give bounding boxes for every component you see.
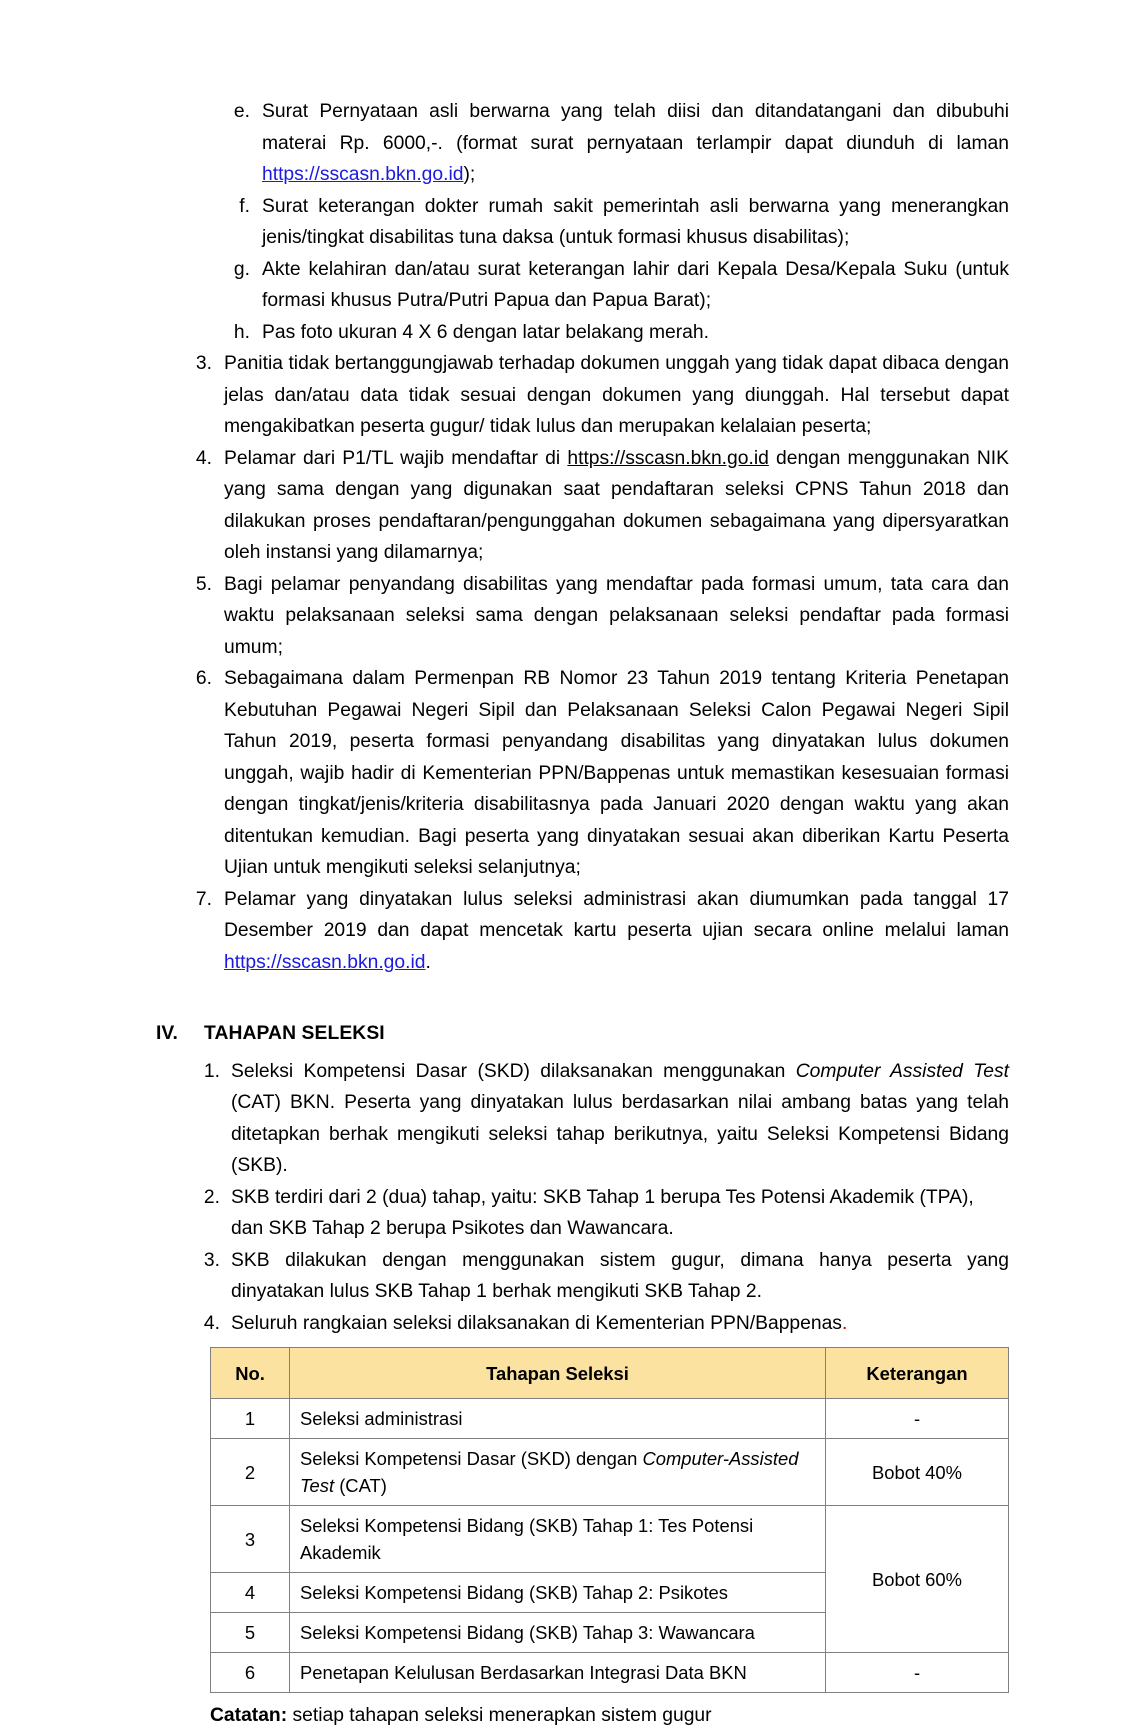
- table-footnote: [0, 1700, 1131, 1732]
- table-cell-no: 2: [211, 1439, 290, 1506]
- numbered-list-marker: 7.: [195, 888, 212, 910]
- table-cell-tahapan: [290, 1653, 826, 1693]
- text-run: Surat Pernyataan asli berwarna yang telah diisi dan ditandatangani dan dibubuhi materai Rp. 6000,-. (format surat pernyataan terlampir dapat diunduh di laman: [262, 101, 1009, 154]
- numbered-list-text: [224, 663, 1009, 884]
- text-run: Seleksi Kompetensi Dasar (SKD) dilaksanakan menggunakan: [231, 1060, 796, 1082]
- table-cell-no: 1: [211, 1399, 290, 1439]
- page-content: [0, 96, 1131, 1732]
- numbered-list-text: [224, 348, 1009, 443]
- text-run: Seleksi Kompetensi Bidang (SKB) Tahap 3: Wawancara: [300, 1622, 755, 1643]
- section-list-item: [0, 1245, 1131, 1308]
- numbered-list-marker: 5.: [195, 573, 212, 595]
- lettered-list-marker: f.: [239, 195, 250, 217]
- lettered-list-text: [262, 254, 1009, 317]
- table-header-tahapan-seleksi: Tahapan Seleksi: [290, 1348, 826, 1399]
- tahapan-seleksi-table: [210, 1347, 1009, 1693]
- lettered-list-item: [0, 254, 1131, 317]
- text-run: Sebagaimana dalam Permenpan RB Nomor 23 Tahun 2019 tentang Kriteria Penetapan Kebutuhan Pegawai Negeri Sipil dan Pelaksanaan Seleksi Calon Pegawai Negeri Sipil Tahun 2019, peserta formasi penyandang disabilitas yang dinyatakan lulus dokumen unggah, wajib hadir di Kementerian PPN/Bappenas untuk memastikan kesesuaian formasi dengan tingkat/jenis/kriteria disabilitasnya pada Januari 2020 dengan waktu yang akan ditentukan kemudian. Bagi peserta yang dinyatakan sesuai akan diberikan Kartu Peserta Ujian untuk mengikuti seleksi selanjutnya;: [224, 668, 1009, 878]
- lettered-list-marker: e.: [233, 101, 250, 122]
- table-cell-keterangan: -: [826, 1653, 1009, 1693]
- table-row: [211, 1506, 1009, 1573]
- numbered-list: [0, 348, 1131, 978]
- table-cell-no: 5: [211, 1613, 290, 1653]
- table-cell-keterangan: Bobot 40%: [826, 1439, 1009, 1506]
- text-run: Surat keterangan dokter rumah sakit pemerintah asli berwarna yang menerangkan jenis/tingkat disabilitas tuna daksa (untuk formasi khusus disabilitas);: [262, 195, 1009, 248]
- table-cell-tahapan: [290, 1506, 826, 1573]
- section-list-marker: 1.: [203, 1060, 220, 1082]
- emphasis-text: Computer Assisted Test: [795, 1060, 1009, 1082]
- table-cell-tahapan: [290, 1439, 826, 1506]
- text-run: SKB dilakukan dengan menggunakan sistem gugur, dimana hanya peserta yang dinyatakan lulus SKB Tahap 1 berhak mengikuti SKB Tahap 2.: [231, 1249, 1009, 1302]
- external-link[interactable]: https://sscasn.bkn.go.id: [567, 447, 769, 469]
- lettered-list-item: [0, 317, 1131, 349]
- text-run: Pas foto ukuran 4 X 6 dengan latar belakang merah.: [262, 321, 709, 343]
- section-list-text: [231, 1182, 1009, 1245]
- external-link[interactable]: https://sscasn.bkn.go.id: [262, 164, 464, 185]
- lettered-list-text: [262, 191, 1009, 254]
- table-header-row: [211, 1348, 1009, 1399]
- table-header-no: No.: [211, 1348, 290, 1399]
- text-run: Penetapan Kelulusan Berdasarkan Integrasi Data BKN: [300, 1662, 747, 1683]
- section-item-list: [0, 1056, 1131, 1340]
- table-body: [211, 1399, 1009, 1693]
- section-list-marker: 2.: [203, 1186, 220, 1208]
- text-run: (CAT): [334, 1475, 387, 1496]
- external-link[interactable]: https://sscasn.bkn.go.id: [224, 951, 426, 973]
- table-cell-tahapan: [290, 1573, 826, 1613]
- text-run: Seleksi Kompetensi Bidang (SKB) Tahap 1: Tes Potensi Akademik: [300, 1515, 754, 1563]
- emphasis-text: Computer-Assisted Test: [300, 1448, 799, 1496]
- numbered-list-marker: 6.: [195, 668, 212, 689]
- table-row: [211, 1653, 1009, 1693]
- text-run: Bagi pelamar penyandang disabilitas yang mendaftar pada formasi umum, tata cara dan waktu pelaksanaan seleksi sama dengan pelaksanaan seleksi pendaftar pada formasi umum;: [224, 573, 1009, 658]
- text-run: Seleksi Kompetensi Bidang (SKB) Tahap 2: Psikotes: [300, 1582, 728, 1603]
- section-list-text: [231, 1308, 1009, 1340]
- section-list-item: [0, 1056, 1131, 1182]
- table-header-keterangan: Keterangan: [826, 1348, 1009, 1399]
- table-cell-no: 4: [211, 1573, 290, 1613]
- section-list-text: [231, 1245, 1009, 1308]
- numbered-list-item: [0, 663, 1131, 884]
- numbered-list-item: [0, 884, 1131, 979]
- table-row: [211, 1439, 1009, 1506]
- numbered-list-text: [224, 443, 1009, 569]
- text-run: Seleksi administrasi: [300, 1408, 463, 1429]
- text-run: );: [463, 164, 476, 185]
- footnote-text: setiap tahapan seleksi menerapkan sistem gugur: [287, 1705, 712, 1726]
- numbered-list-text: [224, 884, 1009, 979]
- lettered-list-item: [0, 96, 1131, 191]
- text-run: SKB terdiri dari 2 (dua) tahap, yaitu: SKB Tahap 1 berupa Tes Potensi Akademik (TPA), dan SKB Tahap 2 berupa Psikotes dan Wawancara.: [231, 1186, 974, 1239]
- table-cell-no: 6: [211, 1653, 290, 1693]
- text-run: Panitia tidak bertanggungjawab terhadap dokumen unggah yang tidak dapat dibaca dengan jelas dan/atau data tidak sesuai dengan dokumen yang diunggah. Hal tersebut dapat mengakibatkan peserta gugur/ tidak lulus dan merupakan kelalaian peserta;: [224, 353, 1009, 437]
- lettered-list-marker: h.: [233, 321, 250, 343]
- text-run: Akte kelahiran dan/atau surat keterangan lahir dari Kepala Desa/Kepala Suku (untuk formasi khusus Putra/Putri Papua dan Papua Barat);: [262, 258, 1009, 311]
- table-row: [211, 1399, 1009, 1439]
- lettered-list-text: [262, 317, 1009, 349]
- text-run: Pelamar dari P1/TL wajib mendaftar di: [224, 447, 568, 469]
- section-list-text: [231, 1056, 1009, 1182]
- text-run: .: [425, 951, 431, 973]
- table-head: [211, 1348, 1009, 1399]
- table-cell-tahapan: [290, 1399, 826, 1439]
- red-punctuation: .: [841, 1312, 848, 1334]
- numbered-list-item: [0, 569, 1131, 664]
- text-run: Seluruh rangkaian seleksi dilaksanakan di Kementerian PPN/Bappenas: [231, 1312, 842, 1334]
- section-title: TAHAPAN SELEKSI: [204, 1023, 385, 1044]
- numbered-list-marker: 3.: [195, 353, 212, 374]
- table-cell-keterangan: Bobot 60%: [826, 1506, 1009, 1653]
- tahapan-seleksi-table-wrap: [0, 1347, 1131, 1693]
- table-cell-keterangan: -: [826, 1399, 1009, 1439]
- section-marker: IV.: [156, 1023, 178, 1044]
- table-cell-tahapan: [290, 1613, 826, 1653]
- section-list-marker: 4.: [203, 1312, 220, 1334]
- section-list-marker: 3.: [203, 1249, 220, 1271]
- numbered-list-item: [0, 348, 1131, 443]
- table-cell-no: 3: [211, 1506, 290, 1573]
- text-run: (CAT) BKN. Peserta yang dinyatakan lulus berdasarkan nilai ambang batas yang telah ditetapkan berhak mengikuti seleksi tahap berikutnya, yaitu Seleksi Kompetensi Bidang (SKB).: [231, 1092, 1009, 1176]
- section-list-item: [0, 1182, 1131, 1245]
- lettered-list: [0, 96, 1131, 348]
- footnote-label: Catatan:: [210, 1705, 288, 1726]
- numbered-list-marker: 4.: [195, 447, 212, 469]
- section-heading-tahapan-seleksi: [0, 1018, 1131, 1050]
- lettered-list-text: [262, 96, 1009, 191]
- text-run: Pelamar yang dinyatakan lulus seleksi administrasi akan diumumkan pada tanggal 17 Desember 2019 dan dapat mencetak kartu peserta ujian secara online melalui laman: [224, 888, 1009, 941]
- text-run: Seleksi Kompetensi Dasar (SKD) dengan: [300, 1448, 643, 1469]
- numbered-list-text: [224, 569, 1009, 664]
- section-list-item: [0, 1308, 1131, 1340]
- text-run: dengan menggunakan NIK yang sama dengan yang digunakan saat pendaftaran seleksi CPNS Tahun 2018 dan dilakukan proses pendaftaran/pengunggahan dokumen sebagaimana yang dipersyaratkan oleh instansi yang dilamarnya;: [224, 447, 1010, 563]
- lettered-list-item: [0, 191, 1131, 254]
- numbered-list-item: [0, 443, 1131, 569]
- lettered-list-marker: g.: [233, 258, 250, 280]
